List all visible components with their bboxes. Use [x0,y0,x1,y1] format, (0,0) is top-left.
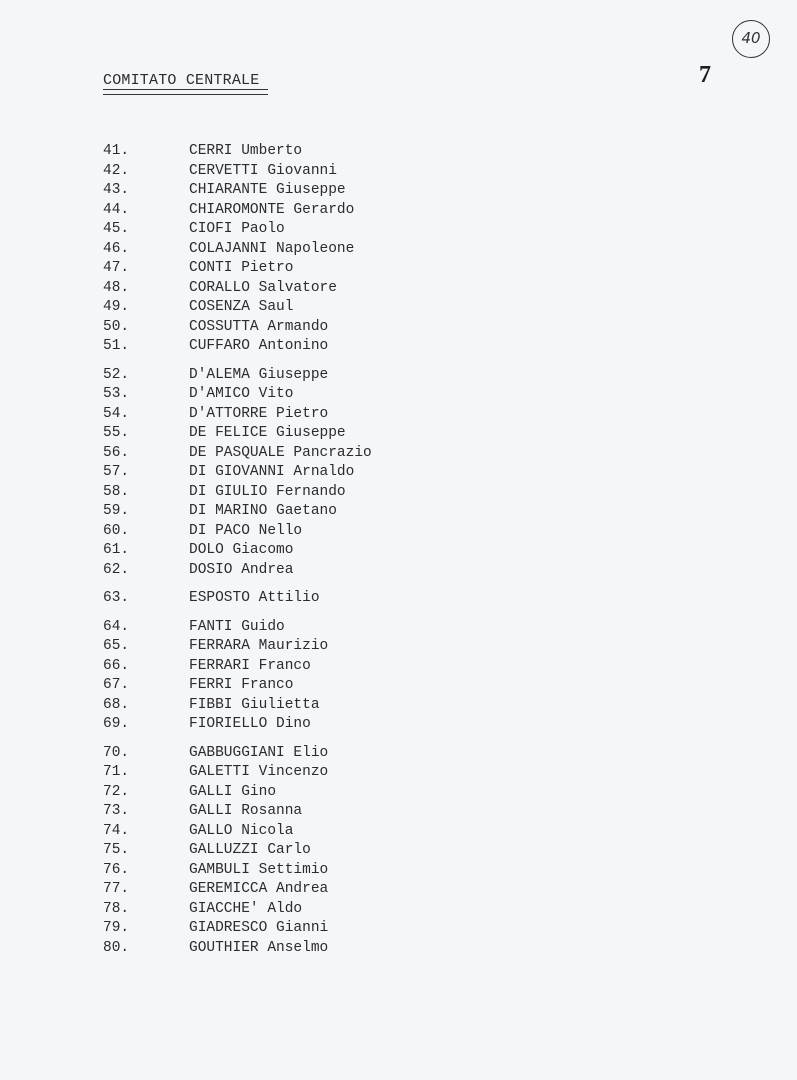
member-row [103,483,372,503]
member-number: 80. [103,939,130,956]
member-row [103,802,372,822]
member-row [103,783,372,803]
member-row [103,618,372,638]
member-number: 59. [103,503,130,519]
member-name: GABBUGGIANI Elio [189,744,329,761]
member-number: 69. [103,716,130,732]
member-row [103,424,372,444]
member-name: DI GIULIO Fernando [189,483,346,500]
member-name: CUFFARO Antonino [189,338,329,354]
member-row [103,298,372,318]
member-number: 74. [103,822,130,839]
member-row [103,919,372,939]
member-row [103,676,372,696]
member-row [103,366,372,386]
member-name: FERRARA Maurizio [189,638,329,654]
member-row [103,318,372,338]
member-number: 70. [103,744,130,761]
member-number: 50. [103,318,130,335]
member-name: COSENZA Saul [189,299,294,315]
member-name: COLAJANNI Napoleone [189,240,355,257]
member-name: FIBBI Giulietta [189,696,320,713]
member-name: ESPOSTO Attilio [189,590,320,606]
member-row [103,385,372,405]
member-row [103,880,372,900]
member-name: CIOFI Paolo [189,221,285,237]
member-number: 43. [103,182,130,198]
member-name: DE FELICE Giuseppe [189,425,346,441]
member-number: 55. [103,425,130,441]
member-row [103,337,372,357]
circled-page-annotation: 40 [732,20,770,58]
member-number: 62. [103,561,130,578]
member-row [103,637,372,657]
member-number: 76. [103,861,130,878]
member-number: 56. [103,444,130,461]
member-name: CORALLO Salvatore [189,279,337,296]
member-name: GALLI Rosanna [189,803,303,819]
member-row [103,939,372,959]
member-number: 58. [103,483,130,500]
member-row [103,162,372,182]
member-number: 60. [103,522,130,539]
member-number: 49. [103,299,130,315]
member-name: GOUTHIER Anselmo [189,939,329,956]
member-row [103,181,372,201]
member-row [103,744,372,764]
member-number: 52. [103,366,130,383]
member-row [103,259,372,279]
member-name: DI GIOVANNI Arnaldo [189,464,355,480]
member-name: FERRARI Franco [189,657,311,674]
member-row [103,657,372,677]
member-number: 71. [103,764,130,780]
member-name: FANTI Guido [189,618,285,635]
member-row [103,201,372,221]
document-heading: COMITATO CENTRALE [103,72,260,89]
member-name: GIACCHE' Aldo [189,900,303,917]
member-name: FIORIELLO Dino [189,716,311,732]
member-number: 48. [103,279,130,296]
member-name: CERVETTI Giovanni [189,162,337,179]
member-number: 79. [103,920,130,936]
member-number: 53. [103,386,130,402]
member-row [103,463,372,483]
page-number: 7 [699,62,711,88]
member-number: 46. [103,240,130,257]
member-number: 64. [103,618,130,635]
member-name: GALETTI Vincenzo [189,764,329,780]
member-number: 65. [103,638,130,654]
member-number: 77. [103,881,130,897]
member-name: DOSIO Andrea [189,561,294,578]
member-name: GALLUZZI Carlo [189,842,311,858]
member-number: 42. [103,162,130,179]
member-number: 75. [103,842,130,858]
member-row [103,240,372,260]
member-number: 68. [103,696,130,713]
member-row [103,861,372,881]
member-number: 44. [103,201,130,218]
member-row [103,696,372,716]
member-number: 57. [103,464,130,480]
member-number: 78. [103,900,130,917]
member-number: 41. [103,143,130,159]
member-name: GALLO Nicola [189,822,294,839]
member-name: FERRI Franco [189,677,294,693]
member-number: 67. [103,677,130,693]
member-name: COSSUTTA Armando [189,318,329,335]
member-row [103,279,372,299]
member-number: 45. [103,221,130,237]
member-name: DOLO Giacomo [189,542,294,558]
member-name: DI MARINO Gaetano [189,503,337,519]
member-name: D'ATTORRE Pietro [189,405,329,422]
member-row [103,142,372,162]
member-name: DI PACO Nello [189,522,303,539]
member-row [103,715,372,735]
member-number: 54. [103,405,130,422]
member-row [103,405,372,425]
member-row [103,220,372,240]
member-row [103,841,372,861]
member-name: GEREMICCA Andrea [189,881,329,897]
member-name: CERRI Umberto [189,143,303,159]
member-number: 73. [103,803,130,819]
member-name: GIADRESCO Gianni [189,920,329,936]
member-name: DE PASQUALE Pancrazio [189,444,372,461]
member-row [103,561,372,581]
member-name: GALLI Gino [189,783,277,800]
member-row [103,541,372,561]
member-number: 51. [103,338,130,354]
member-row [103,589,372,609]
heading-double-underline [103,89,268,95]
member-name: GAMBULI Settimio [189,861,329,878]
member-name: D'ALEMA Giuseppe [189,366,329,383]
member-name: CHIAROMONTE Gerardo [189,201,355,218]
member-row [103,763,372,783]
member-number: 72. [103,783,130,800]
member-name: CHIARANTE Giuseppe [189,182,346,198]
member-name: D'AMICO Vito [189,386,294,402]
member-row [103,522,372,542]
member-row [103,900,372,920]
member-list [103,142,372,958]
member-number: 63. [103,590,130,606]
member-number: 66. [103,657,130,674]
member-row [103,444,372,464]
member-number: 47. [103,260,130,276]
member-row [103,502,372,522]
member-row [103,822,372,842]
member-name: CONTI Pietro [189,260,294,276]
member-number: 61. [103,542,130,558]
